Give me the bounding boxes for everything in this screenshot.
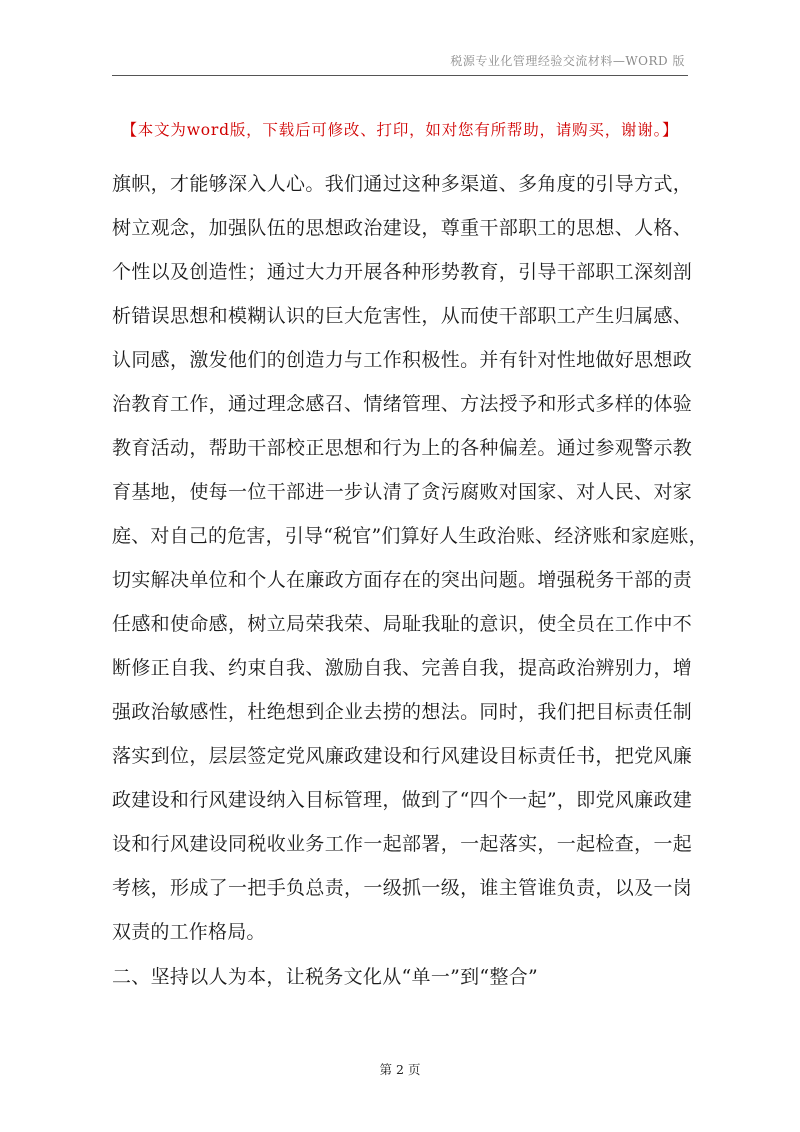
paragraph-line: 个性以及创造性；通过大力开展各种形势教育，引导干部职工深刻剖 <box>112 261 692 283</box>
paragraph-line: 设和行风建设同税收业务工作一起部署，一起落实，一起检查，一起 <box>112 833 692 855</box>
running-header: 税源专业化管理经验交流材料—WORD 版 <box>450 54 685 68</box>
paragraph-line: 政建设和行风建设纳入目标管理，做到了“四个一起”，即党风廉政建 <box>112 789 692 811</box>
paragraph-line: 树立观念，加强队伍的思想政治建设，尊重干部职工的思想、人格、 <box>112 217 692 239</box>
paragraph-line: 双责的工作格局。 <box>112 921 266 943</box>
paragraph-line: 育基地，使每一位干部进一步认清了贪污腐败对国家、对人民、对家 <box>112 481 692 503</box>
body-paragraph <box>112 162 708 954</box>
paragraph-line: 庭、对自己的危害，引导“税官”们算好人生政治账、经济账和家庭账， <box>112 525 708 547</box>
section-heading: 二、坚持以人为本，让税务文化从“单一”到“整合” <box>112 966 539 988</box>
paragraph-line: 任感和使命感，树立局荣我荣、局耻我耻的意识，使全员在工作中不 <box>112 613 692 635</box>
paragraph-line: 析错误思想和模糊认识的巨大危害性，从而使干部职工产生归属感、 <box>112 305 692 327</box>
download-notice: 【本文为word版，下载后可修改、打印，如对您有所帮助，请购买，谢谢。】 <box>121 121 679 139</box>
paragraph-line: 认同感，激发他们的创造力与工作积极性。并有针对性地做好思想政 <box>112 349 692 371</box>
paragraph-line: 切实解决单位和个人在廉政方面存在的突出问题。增强税务干部的责 <box>112 569 692 591</box>
paragraph-line: 旗帜，才能够深入人心。我们通过这种多渠道、多角度的引导方式， <box>112 173 692 195</box>
paragraph-line: 考核，形成了一把手负总责，一级抓一级，谁主管谁负责，以及一岗 <box>112 877 692 899</box>
paragraph-line: 治教育工作，通过理念感召、情绪管理、方法授予和形式多样的体验 <box>112 393 692 415</box>
paragraph-line: 落实到位，层层签定党风廉政建设和行风建设目标责任书，把党风廉 <box>112 745 692 767</box>
header-divider <box>112 75 688 76</box>
paragraph-line: 断修正自我、约束自我、激励自我、完善自我，提高政治辨别力，增 <box>112 657 692 679</box>
paragraph-line: 强政治敏感性，杜绝想到企业去捞的想法。同时，我们把目标责任制 <box>112 701 692 723</box>
paragraph-line: 教育活动，帮助干部校正思想和行为上的各种偏差。通过参观警示教 <box>112 437 692 459</box>
page-number: 第 2 页 <box>379 1062 421 1077</box>
